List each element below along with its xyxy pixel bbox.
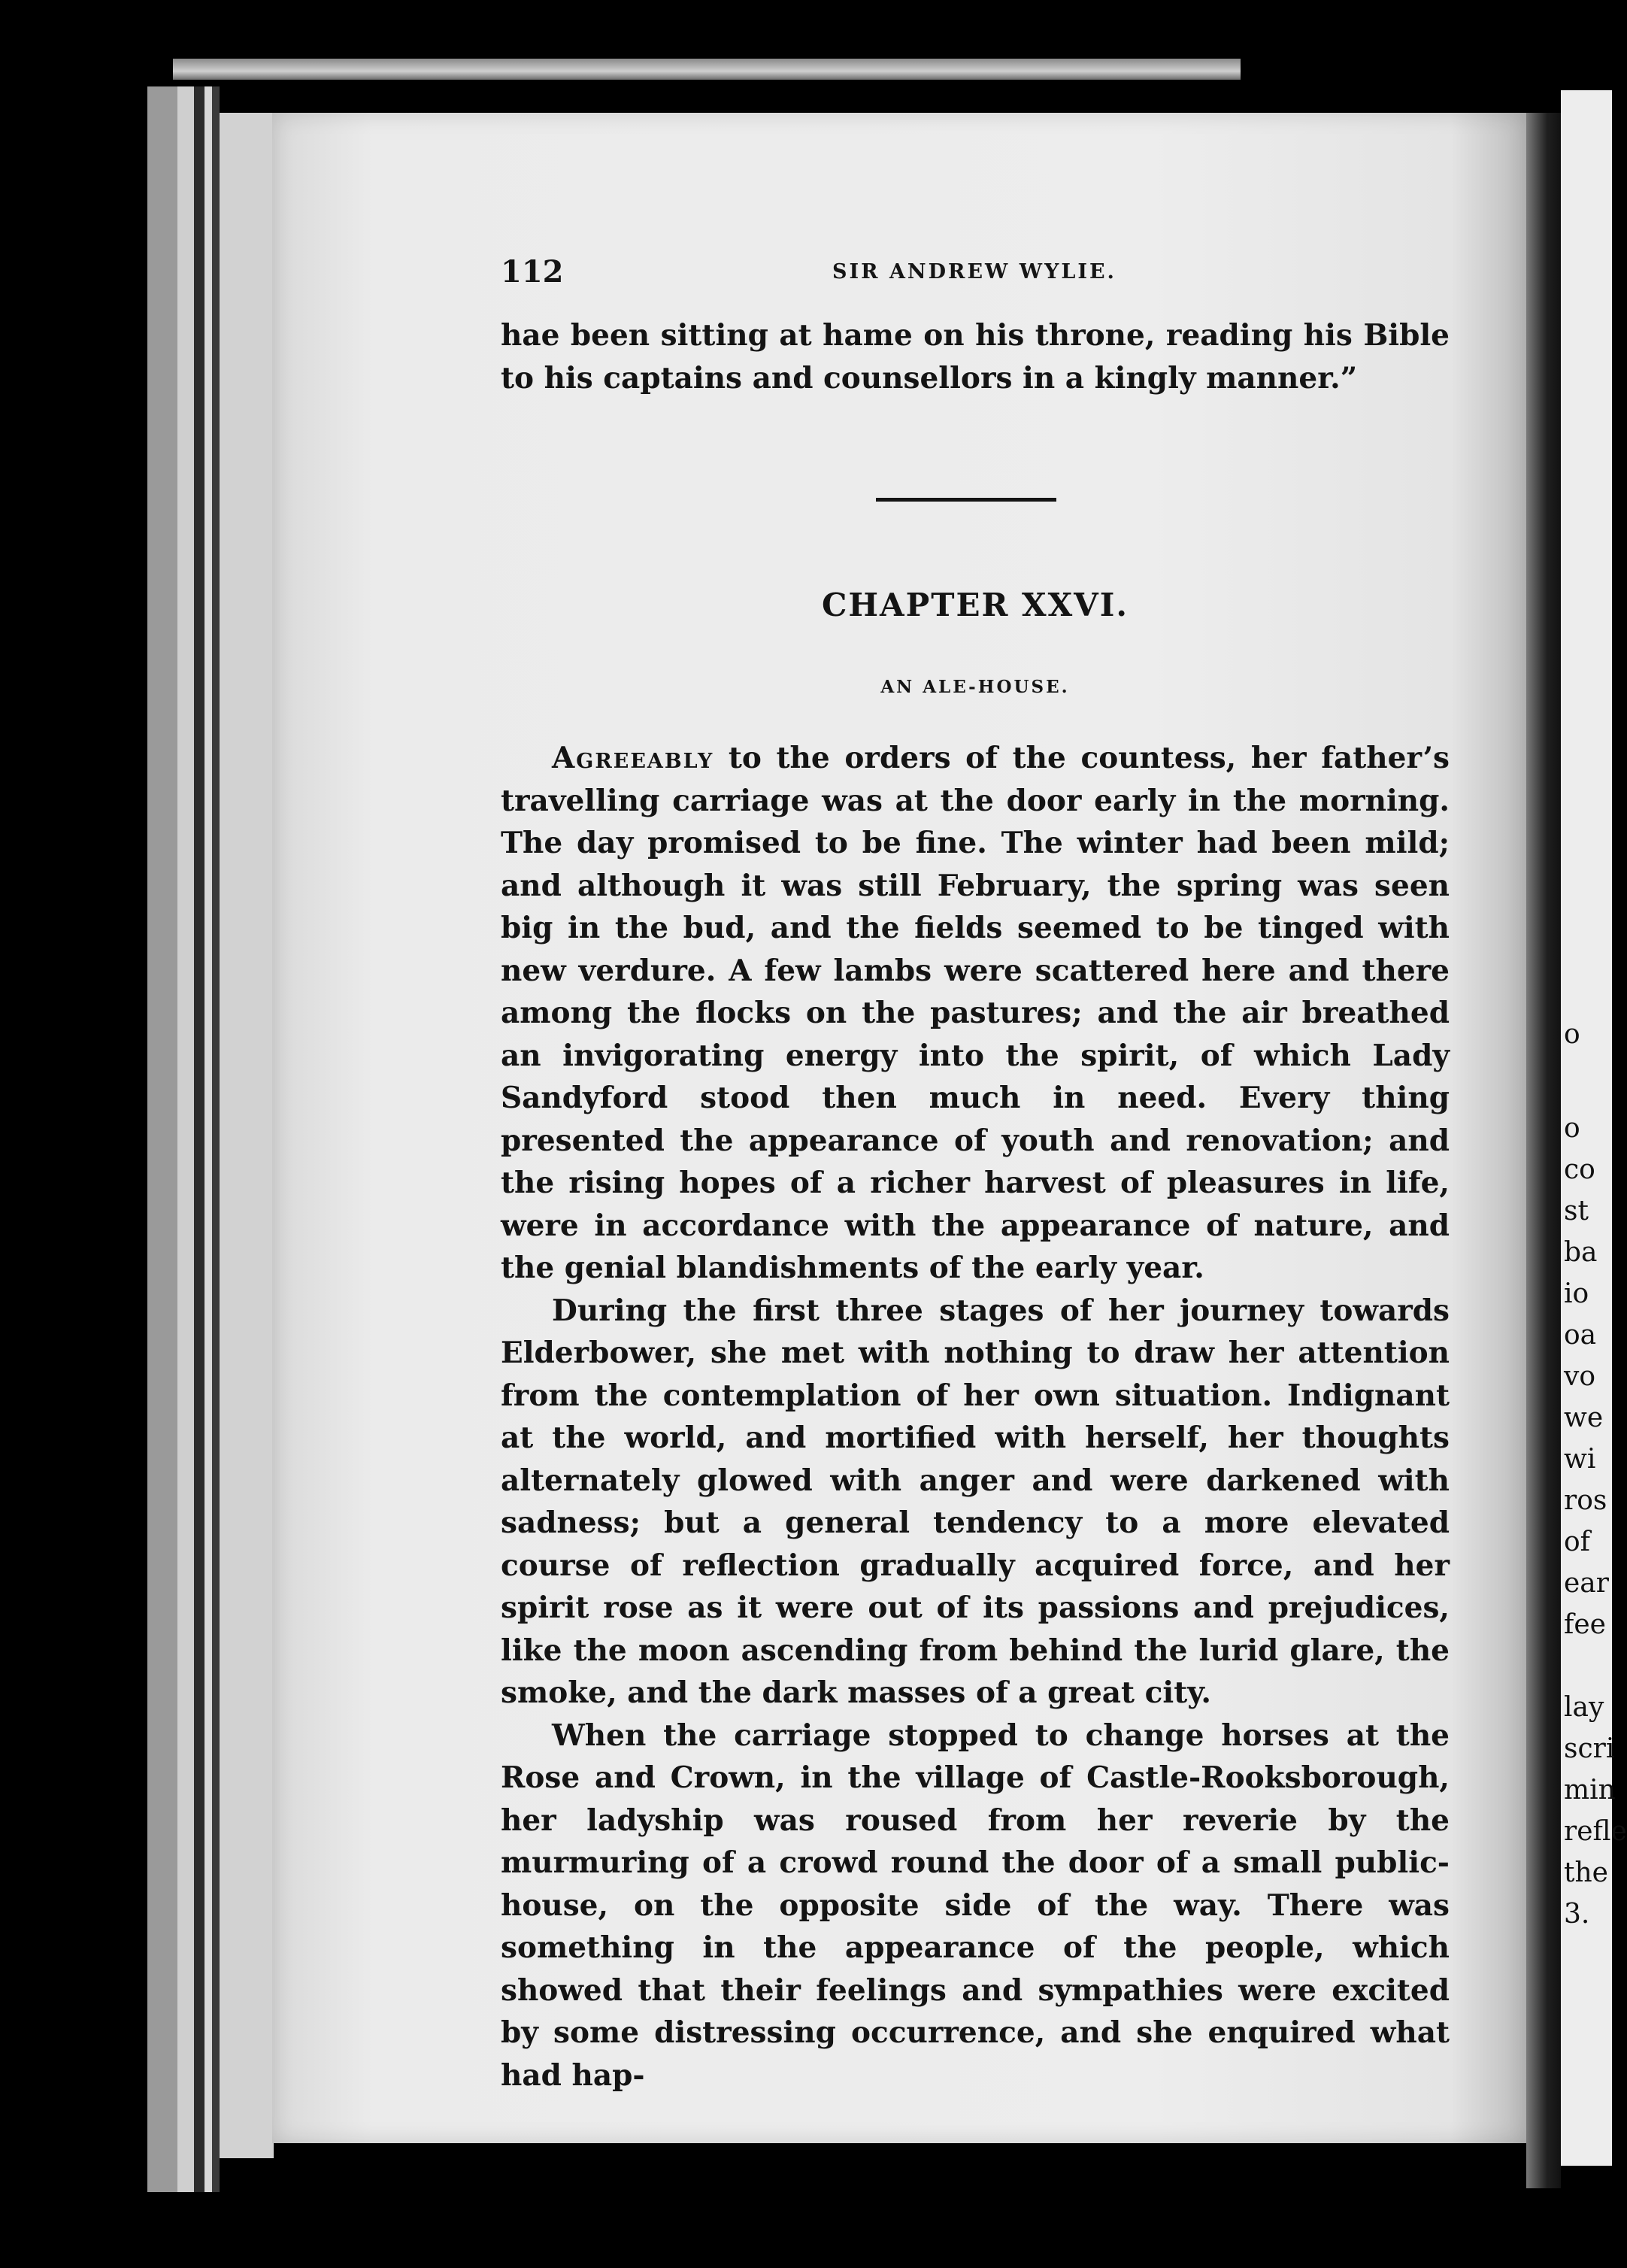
running-head bbox=[501, 254, 1448, 292]
book-edge bbox=[194, 86, 205, 2192]
paragraph-text: When the carriage stopped to change horses at the Rose and Crown, in the village of Castle-Rooksborough, her ladyship was roused from her reverie by the murmuring of a crowd round the door of a small public-house, on the opposite side of the way. There was something in the appearance of the people, which showed that their feelings and sympathies were excited by some distressing occurrence, and she enquired what had hap- bbox=[501, 1718, 1450, 2093]
page-number: 112 bbox=[501, 254, 564, 290]
chapter-body bbox=[501, 737, 1450, 2097]
facing-page-fragment: wi bbox=[1564, 1444, 1596, 1475]
facing-page-fragment: co bbox=[1564, 1154, 1595, 1185]
facing-page-fragment: refle bbox=[1564, 1816, 1627, 1847]
chapter-title: CHAPTER XXVI. bbox=[821, 587, 1129, 623]
running-title: SIR ANDREW WYLIE. bbox=[832, 260, 1116, 284]
book-edge bbox=[205, 86, 212, 2192]
book-edge bbox=[212, 86, 220, 2192]
facing-page-fragment: 3. bbox=[1564, 1899, 1590, 1930]
scan-top-edge bbox=[173, 59, 1241, 80]
book-gutter bbox=[1526, 113, 1561, 2188]
facing-page-fragment: fee bbox=[1564, 1609, 1606, 1640]
paragraph bbox=[501, 737, 1450, 1290]
facing-page-fragment: vo bbox=[1564, 1361, 1596, 1392]
section-divider bbox=[876, 498, 1056, 502]
facing-page-fragment: of bbox=[1564, 1527, 1590, 1557]
paragraph bbox=[501, 1715, 1450, 2097]
facing-page-fragment: we bbox=[1564, 1402, 1604, 1433]
facing-page-fragment: ear bbox=[1564, 1568, 1609, 1599]
facing-page-fragment: st bbox=[1564, 1196, 1589, 1226]
facing-page-fragment: min bbox=[1564, 1775, 1616, 1806]
paragraph-text: to the orders of the countess, her father’s travelling carriage was at the door early in the morning. The day promised to be fine. The winter had been mild; and although it was still February, the spring was seen big in the bud, and the fields seemed to be tinged with new verdure. A few lambs were scattered here and there among the flocks on the pastures; and the air breathed an invigorating energy into the spirit, of which Lady Sandyford stood then much in need. Every thing presented the appearance of youth and renovation; and the rising hopes of a richer harvest of pleasures in life, were in accordance with the appearance of nature, and the genial blandishments of the early year. bbox=[501, 741, 1450, 1285]
facing-page-fragment: oa bbox=[1564, 1320, 1597, 1351]
facing-page-fragment: ba bbox=[1564, 1237, 1598, 1268]
chapter-subtitle: AN ALE-HOUSE. bbox=[880, 677, 1070, 697]
facing-page-fragment: io bbox=[1564, 1278, 1589, 1309]
book-edge bbox=[177, 86, 194, 2192]
facing-page-fragment: o bbox=[1564, 1019, 1580, 1050]
facing-page-fragment: o bbox=[1564, 1113, 1580, 1144]
continuation-paragraph: hae been sitting at hame on his throne, reading his Bible to his captains and counsellors in a kingly manner.” bbox=[501, 318, 1450, 396]
facing-page-fragment: lay bbox=[1564, 1692, 1604, 1723]
facing-page-fragment: scri bbox=[1564, 1733, 1615, 1764]
book-edge bbox=[220, 113, 274, 2158]
paragraph-text: During the first three stages of her journey towards Elderbower, she met with nothing to draw her attention from the contemplation of her own situation. Indignant at the world, and mortified with herself, her thoughts alternately glowed with anger and were darkened with sadness; but a general tendency to a more elevated course of reflection gradually acquired force, and her spirit rose as it were out of its passions and prejudices, like the moon ascending from behind the lurid glare, the smoke, and the dark masses of a great city. bbox=[501, 1293, 1450, 1710]
facing-page-fragment: the bbox=[1564, 1857, 1608, 1888]
paragraph-lead: Agreeably bbox=[552, 741, 714, 775]
paragraph bbox=[501, 1290, 1450, 1715]
facing-page-fragment: ros bbox=[1564, 1485, 1607, 1516]
book-edge bbox=[147, 86, 177, 2192]
continuation-text bbox=[501, 314, 1450, 399]
